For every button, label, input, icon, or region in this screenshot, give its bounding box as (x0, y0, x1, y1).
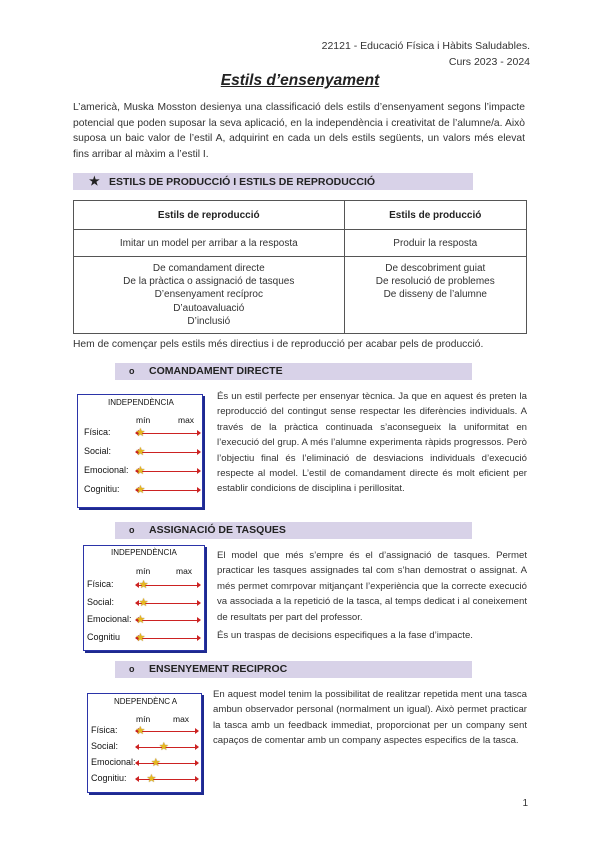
scale-arrow (136, 471, 200, 472)
list-item: De descobriment guiat (385, 263, 486, 274)
dimension-label: Física: (91, 725, 118, 735)
table-header: Estils de producció (344, 201, 526, 230)
scale-arrow (136, 452, 200, 453)
page-number: 1 (522, 798, 528, 809)
dimension-label: Emocional: (91, 757, 136, 767)
dimension-label: Cognitiu (87, 631, 121, 642)
level-star-icon: ★ (135, 465, 146, 477)
dimension-label: Social: (87, 596, 115, 607)
level-star-icon: ★ (138, 579, 149, 591)
bullet-icon: o (129, 525, 135, 535)
styles-table (73, 200, 527, 334)
table-cell: Imitar un model per arribar a la resposta (74, 230, 345, 257)
level-star-icon: ★ (135, 427, 146, 439)
dimension-label: Social: (84, 446, 112, 456)
level-star-icon: ★ (135, 631, 146, 644)
list-item: D’autoavaluació (173, 302, 245, 314)
course-header: 22121 - Educació Física i Hàbits Saludables. (321, 40, 530, 52)
scale-arrow (136, 763, 198, 764)
min-label: mín (136, 714, 151, 724)
style-description (217, 389, 527, 497)
scale-arrow (136, 638, 200, 639)
min-label: mín (136, 415, 151, 425)
page-title: Estils d’ensenyament (220, 72, 380, 89)
list-item: De disseny de l’alumne (383, 289, 487, 301)
subsection-heading (115, 363, 472, 380)
style-description (217, 548, 527, 643)
level-star-icon: ★ (135, 725, 146, 737)
subsection-heading (115, 661, 472, 678)
list-item: De la pràctica o assignació de tasques (123, 276, 295, 288)
reproduction-list (74, 257, 345, 334)
diagram-title: INDEPENDÈNCIA (108, 398, 174, 407)
dimension-label: Emocional: (87, 614, 132, 624)
dimension-label: Cognitiu: (91, 773, 127, 783)
level-star-icon: ★ (135, 446, 146, 458)
max-label: max (176, 566, 193, 576)
section-heading (73, 173, 473, 190)
subsection-heading (115, 522, 472, 539)
level-star-icon: ★ (150, 757, 161, 769)
dimension-label: Emocional: (84, 465, 129, 475)
list-item: D’inclusió (187, 315, 231, 327)
intro-paragraph: L’americà, Muska Mosston desienya una classificació dels estils d’ensenyament segons l’impacte potencial que poden suposar la seva aplicació, en la independència i creativitat de l’alumne/a. Això suposa un baic valor de l’estil A, adquirint en cada un dels estils següents, un valors més elevat fins arribar al màxim a l’estil I. (73, 102, 525, 160)
subsection-label: ENSENYEMENT RECIPROC (149, 663, 288, 675)
scale-arrow (136, 731, 198, 732)
table-row (74, 230, 527, 257)
independence-diagram (87, 693, 202, 793)
paragraph: És un traspas de decisions especifiques a la fase d’impacte. (217, 630, 473, 642)
subsection-label: ASSIGNACIÓ DE TASQUES (149, 524, 286, 536)
dimension-label: Física: (87, 579, 114, 589)
max-label: max (173, 714, 190, 724)
table-header: Estils de reproducció (74, 201, 345, 230)
transition-text: Hem de començar pels estils més directius i de reproducció per acabar pels de producció. (73, 339, 484, 350)
level-star-icon: ★ (135, 614, 146, 626)
paragraph: És un estil perfecte per ensenyar tècnica. Ja que en aquest és preten la reproducció del contingut sense respectar les diferències individuals. A través de la pràctica continuada s’aconsegueix la uniformitat en l’execució del grup. A més l’alumne experimenta ràpids progressos. Però l’objectiu final és l’eliminació de desviacions individuals d’execució respecte al model. L’estil de comandament directe és molt eficient per establir condicions de disciplina i perillositat. (217, 391, 527, 495)
star-icon: ★ (89, 174, 100, 188)
min-label: mín (136, 566, 151, 576)
diagram-title: NDEPENDÈNC A (114, 697, 178, 706)
paragraph: En aquest model tenim la possibilitat de realitzar repetida ment una tasca ambun observador personal (normalment un igual). Això permet practicar la tasca amb un feedback immediat, proporcionat per un company sent capaços de comentar amb un company aspectes especifics de la tasca. (213, 689, 527, 747)
level-star-icon: ★ (158, 741, 169, 753)
table-row (74, 257, 527, 334)
production-list (344, 257, 526, 334)
section-label: ESTILS DE PRODUCCIÓ I ESTILS DE REPRODUCCIÓ (109, 176, 376, 188)
scale-arrow (136, 779, 198, 780)
table-cell: Produir la resposta (344, 230, 526, 257)
max-label: max (178, 415, 195, 425)
list-item: De comandament directe (152, 263, 265, 274)
list-item: D’ensenyament recíproc (154, 289, 263, 301)
bullet-icon: o (129, 366, 135, 376)
course-year: Curs 2023 - 2024 (448, 56, 530, 68)
table-header-row (74, 201, 527, 230)
scale-arrow (136, 490, 200, 491)
scale-arrow (136, 620, 200, 621)
diagram-title: INDEPENDÈNCIA (111, 548, 177, 557)
independence-diagram (77, 394, 203, 508)
style-description (213, 687, 527, 749)
dimension-label: Física: (84, 427, 111, 437)
paragraph: El model que més s’empre és el d’assignació de tasques. Permet practicar les tasques assignades tal com s’han demostrat o assignat. A més permet comrpovar mitjançant l’experiència que la correcte execució va associada a la repetició de la tasca, al temps dedicat i al coneixement de resultats per part del professor. (217, 550, 527, 623)
dimension-label: Social: (91, 741, 119, 751)
level-star-icon: ★ (138, 596, 149, 609)
level-star-icon: ★ (146, 773, 157, 785)
list-item: De resolució de problemes (375, 276, 495, 288)
subsection-label: COMANDAMENT DIRECTE (149, 365, 283, 377)
dimension-label: Cognitiu: (84, 484, 120, 494)
level-star-icon: ★ (135, 484, 146, 496)
scale-arrow (136, 433, 200, 434)
bullet-icon: o (129, 664, 135, 674)
independence-diagram (83, 545, 205, 651)
